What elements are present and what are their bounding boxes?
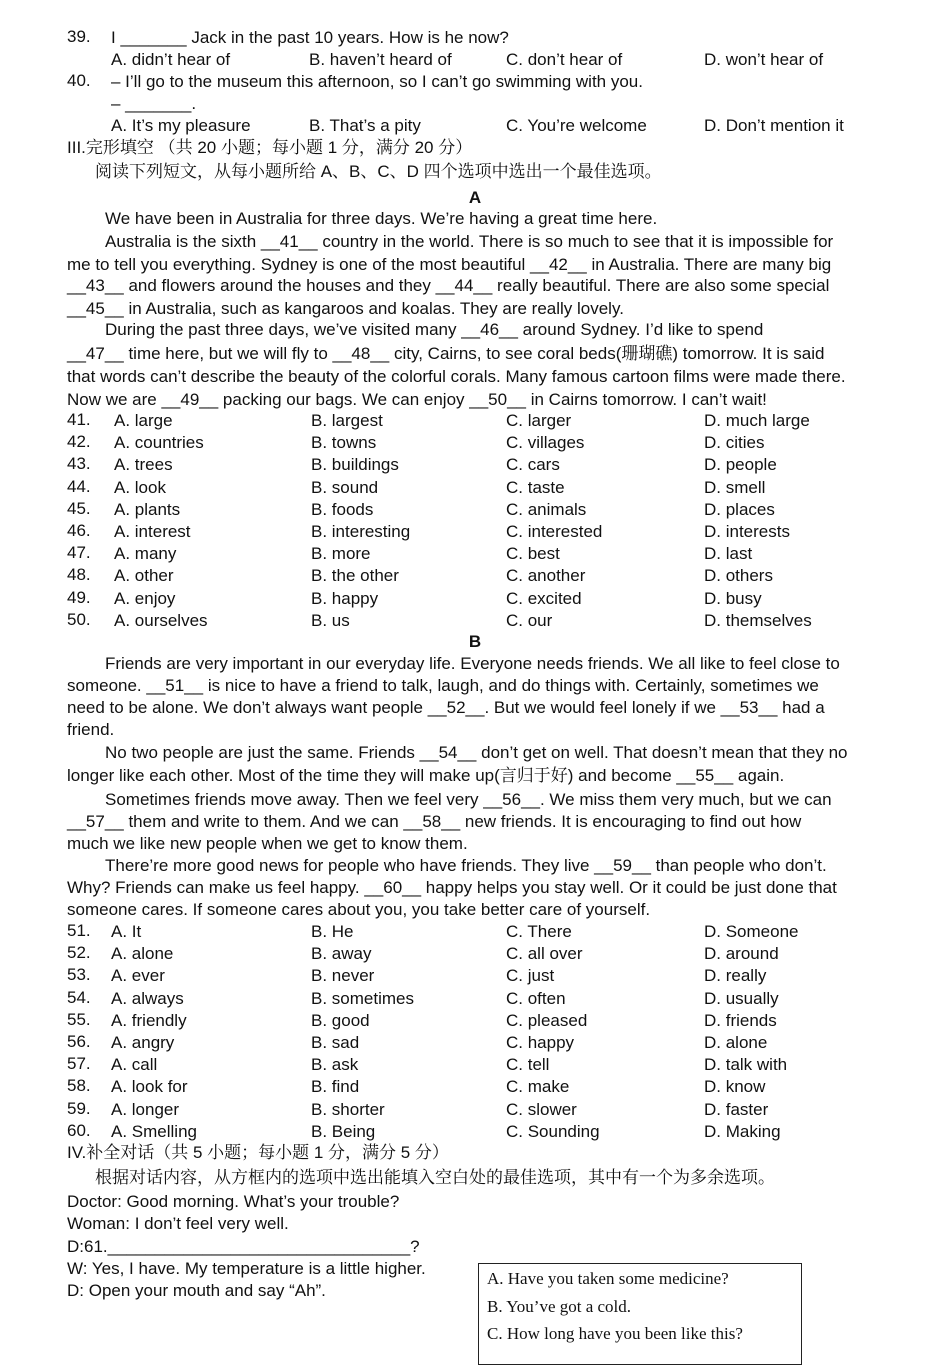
options-box [478, 1263, 802, 1365]
option-b: B. foods [311, 499, 374, 519]
option-a: A. didn’t hear of [111, 50, 231, 69]
option-a: A. ourselves [114, 610, 208, 630]
option-d: D. Don’t mention it [704, 116, 844, 135]
passage-line: We have been in Australia for three days. We’re having a great time here. [105, 209, 658, 228]
option-c: C. pleased [506, 1010, 588, 1030]
option-d: D. Someone [704, 922, 799, 941]
option-d: D. around [704, 944, 779, 964]
option-c: C. another [506, 566, 586, 586]
box-option: B. You’ve got a cold. [487, 1297, 632, 1316]
dialogue-line: D: Open your mouth and say “Ah”. [67, 1281, 326, 1300]
passage-line: longer like each other. Most of the time they will make up(言归于好) and become __55__ again. [67, 766, 785, 785]
option-d: D. know [704, 1077, 766, 1097]
question-number: 59. [67, 1098, 91, 1118]
option-a: A. plants [114, 499, 181, 519]
option-b: B. never [311, 966, 375, 986]
question-number: 47. [67, 543, 91, 563]
dialogue-line: Doctor: Good morning. What’s your trouble? [67, 1192, 400, 1211]
option-c: C. interested [506, 522, 603, 541]
option-b: B. the other [311, 566, 399, 586]
passage-line: much we like new people when we get to know them. [67, 834, 468, 853]
option-b: B. towns [311, 433, 377, 453]
box-option: C. How long have you been like this? [487, 1324, 743, 1343]
option-b: B. interesting [311, 522, 411, 541]
question-number: 45. [67, 498, 91, 518]
passage-line: someone. __51__ is nice to have a friend to talk, laugh, and do things with. Certainly, sometimes we [67, 676, 819, 695]
option-d: D. others [704, 566, 773, 586]
option-a: A. longer [111, 1099, 180, 1119]
passage-line: Friends are very important in our everyday life. Everyone needs friends. We all like to feel close to [105, 654, 840, 673]
option-a: A. many [114, 544, 177, 564]
option-b: B. ask [311, 1055, 359, 1075]
option-c: C. Sounding [506, 1121, 600, 1141]
dialogue-line: W: Yes, I have. My temperature is a little higher. [67, 1259, 426, 1278]
option-d: D. friends [704, 1010, 777, 1030]
option-a: A. trees [114, 455, 173, 475]
option-c: C. You’re welcome [506, 116, 647, 135]
passage-line: someone cares. If someone cares about you, you take better care of yourself. [67, 900, 651, 919]
option-d: D. faster [704, 1099, 769, 1119]
option-c: C. happy [506, 1033, 575, 1052]
option-b: B. sometimes [311, 988, 414, 1008]
box-option: A. Have you taken some medicine? [487, 1269, 729, 1288]
question-number: 48. [67, 565, 91, 585]
option-a: A. enjoy [114, 588, 176, 608]
passage-line: There’re more good news for people who have friends. They live __59__ than people who don’t. [105, 856, 827, 875]
option-d: D. won’t hear of [704, 50, 824, 69]
section-title: IV.补全对话（共 5 小题；每小题 1 分，满分 5 分） [67, 1143, 449, 1162]
option-d: D. themselves [704, 610, 812, 630]
option-c: C. often [506, 988, 566, 1008]
option-b: B. happy [311, 588, 379, 608]
option-c: C. all over [506, 944, 583, 964]
passage-line: friend. [67, 720, 115, 739]
option-c: C. tell [506, 1055, 550, 1075]
question-number: 44. [67, 476, 91, 496]
passage-line: During the past three days, we’ve visited many __46__ around Sydney. I’d like to spend [105, 320, 764, 339]
option-d: D. smell [704, 477, 766, 497]
question-number: 56. [67, 1032, 91, 1051]
question-number: 52. [67, 943, 91, 963]
passage-line: __43__ and flowers around the houses and they __44__ really beautiful. There are also some special [67, 276, 830, 295]
question-stem: – I’ll go to the museum this afternoon, so I can’t go swimming with you. [111, 72, 643, 91]
question-stem: I _______ Jack in the past 10 years. How is he now? [111, 28, 509, 47]
option-a: A. alone [111, 944, 174, 964]
option-d: D. places [704, 499, 775, 519]
option-b: B. sad [311, 1033, 360, 1052]
passage-line: need to be alone. We don’t always want people __52__. But we would feel lonely if we __53__ had a [67, 698, 825, 717]
option-a: A. always [111, 988, 184, 1008]
option-d: D. people [704, 455, 777, 475]
option-c: C. larger [506, 411, 572, 430]
option-c: C. don’t hear of [506, 50, 623, 69]
option-b: B. That’s a pity [309, 116, 421, 135]
option-c: C. cars [506, 455, 560, 475]
option-c: C. There [506, 922, 572, 941]
passage-line: __47__ time here, but we will fly to __48__ city, Cairns, to see coral beds(珊瑚礁) tomorrow. It is said [67, 344, 825, 363]
option-b: B. sound [311, 477, 379, 497]
option-b: B. good [311, 1010, 370, 1030]
question-number: 57. [67, 1054, 91, 1074]
question-number: 54. [67, 987, 91, 1007]
option-a: A. large [114, 411, 173, 430]
option-d: D. alone [704, 1033, 768, 1052]
option-d: D. usually [704, 988, 779, 1008]
passage-label: B [468, 632, 482, 651]
passage-line: Why? Friends can make us feel happy. __60__ happy helps you stay well. Or it could be just done that [67, 878, 837, 897]
section-instruction: 根据对话内容，从方框内的选项中选出能填入空白处的最佳选项，其中有一个为多余选项。 [95, 1168, 775, 1187]
section-title: III.完形填空 （共 20 小题；每小题 1 分，满分 20 分） [67, 138, 473, 157]
option-d: D. busy [704, 588, 762, 608]
option-d: D. really [704, 966, 767, 986]
option-c: C. our [506, 610, 553, 630]
question-number: 58. [67, 1076, 91, 1096]
option-b: B. shorter [311, 1099, 385, 1119]
option-d: D. last [704, 544, 753, 564]
option-b: B. more [311, 544, 371, 564]
question-number: 60. [67, 1120, 91, 1140]
question-number: 42. [67, 432, 91, 452]
passage-line: Sometimes friends move away. Then we feel very __56__. We miss them very much, but we can [105, 790, 832, 809]
option-b: B. find [311, 1077, 360, 1097]
option-a: A. Smelling [111, 1121, 197, 1141]
option-c: C. slower [506, 1099, 577, 1119]
question-number: 53. [67, 965, 91, 985]
question-number: 51. [67, 921, 91, 940]
question-number: 43. [67, 454, 91, 474]
option-a: A. call [111, 1055, 158, 1075]
question-number: 55. [67, 1009, 91, 1029]
question-number: 46. [67, 521, 91, 540]
question-number: 40. [67, 71, 91, 90]
option-b: B. away [311, 944, 372, 964]
passage-label: A [468, 188, 482, 207]
question-reply: – _______. [111, 94, 197, 113]
passage-line: that words can’t describe the beauty of the colorful corals. Many famous cartoon films were made there. [67, 367, 846, 386]
option-b: B. us [311, 610, 350, 630]
option-b: B. He [311, 922, 354, 941]
option-c: C. villages [506, 433, 585, 453]
option-d: D. cities [704, 433, 765, 453]
passage-line: Australia is the sixth __41__ country in the world. There is so much to see that it is impossible for [105, 232, 834, 251]
option-a: A. friendly [111, 1010, 187, 1030]
passage-line: me to tell you everything. Sydney is one of the most beautiful __42__ in Australia. There are many big [67, 255, 832, 274]
option-c: C. excited [506, 588, 582, 608]
option-a: A. angry [111, 1033, 175, 1052]
question-number: 50. [67, 609, 91, 629]
dialogue-line: Woman: I don’t feel very well. [67, 1214, 289, 1233]
passage-line: Now we are __49__ packing our bags. We can enjoy __50__ in Cairns tomorrow. I can’t wait! [67, 390, 767, 409]
question-number: 39. [67, 27, 91, 46]
option-a: A. ever [111, 966, 165, 986]
option-b: B. haven’t heard of [309, 50, 452, 69]
passage-line: __45__ in Australia, such as kangaroos and koalas. They are really lovely. [67, 299, 624, 318]
option-d: D. talk with [704, 1055, 788, 1075]
option-b: B. Being [311, 1121, 376, 1141]
passage-line: No two people are just the same. Friends __54__ don’t get on well. That doesn’t mean that they no [105, 743, 848, 762]
option-b: B. largest [311, 411, 383, 430]
option-a: A. look [114, 477, 166, 497]
option-c: C. make [506, 1077, 570, 1097]
option-a: A. other [114, 566, 174, 586]
option-c: C. just [506, 966, 555, 986]
option-d: D. much large [704, 411, 810, 430]
option-a: A. countries [114, 433, 204, 453]
question-number: 49. [67, 587, 91, 607]
question-number: 41. [67, 410, 91, 429]
option-a: A. It [111, 922, 142, 941]
option-a: A. It’s my pleasure [111, 116, 251, 135]
option-c: C. taste [506, 477, 565, 497]
option-c: C. animals [506, 499, 587, 519]
option-a: A. look for [111, 1077, 188, 1097]
section-instruction: 阅读下列短文，从每小题所给 A、B、C、D 四个选项中选出一个最佳选项。 [95, 162, 662, 181]
option-a: A. interest [114, 522, 191, 541]
option-c: C. best [506, 544, 560, 564]
option-b: B. buildings [311, 455, 399, 475]
dialogue-line: D:61.________________________________? [67, 1237, 420, 1256]
option-d: D. interests [704, 522, 790, 541]
passage-line: __57__ them and write to them. And we can __58__ new friends. It is encouraging to find out how [67, 812, 802, 831]
option-d: D. Making [704, 1121, 781, 1141]
